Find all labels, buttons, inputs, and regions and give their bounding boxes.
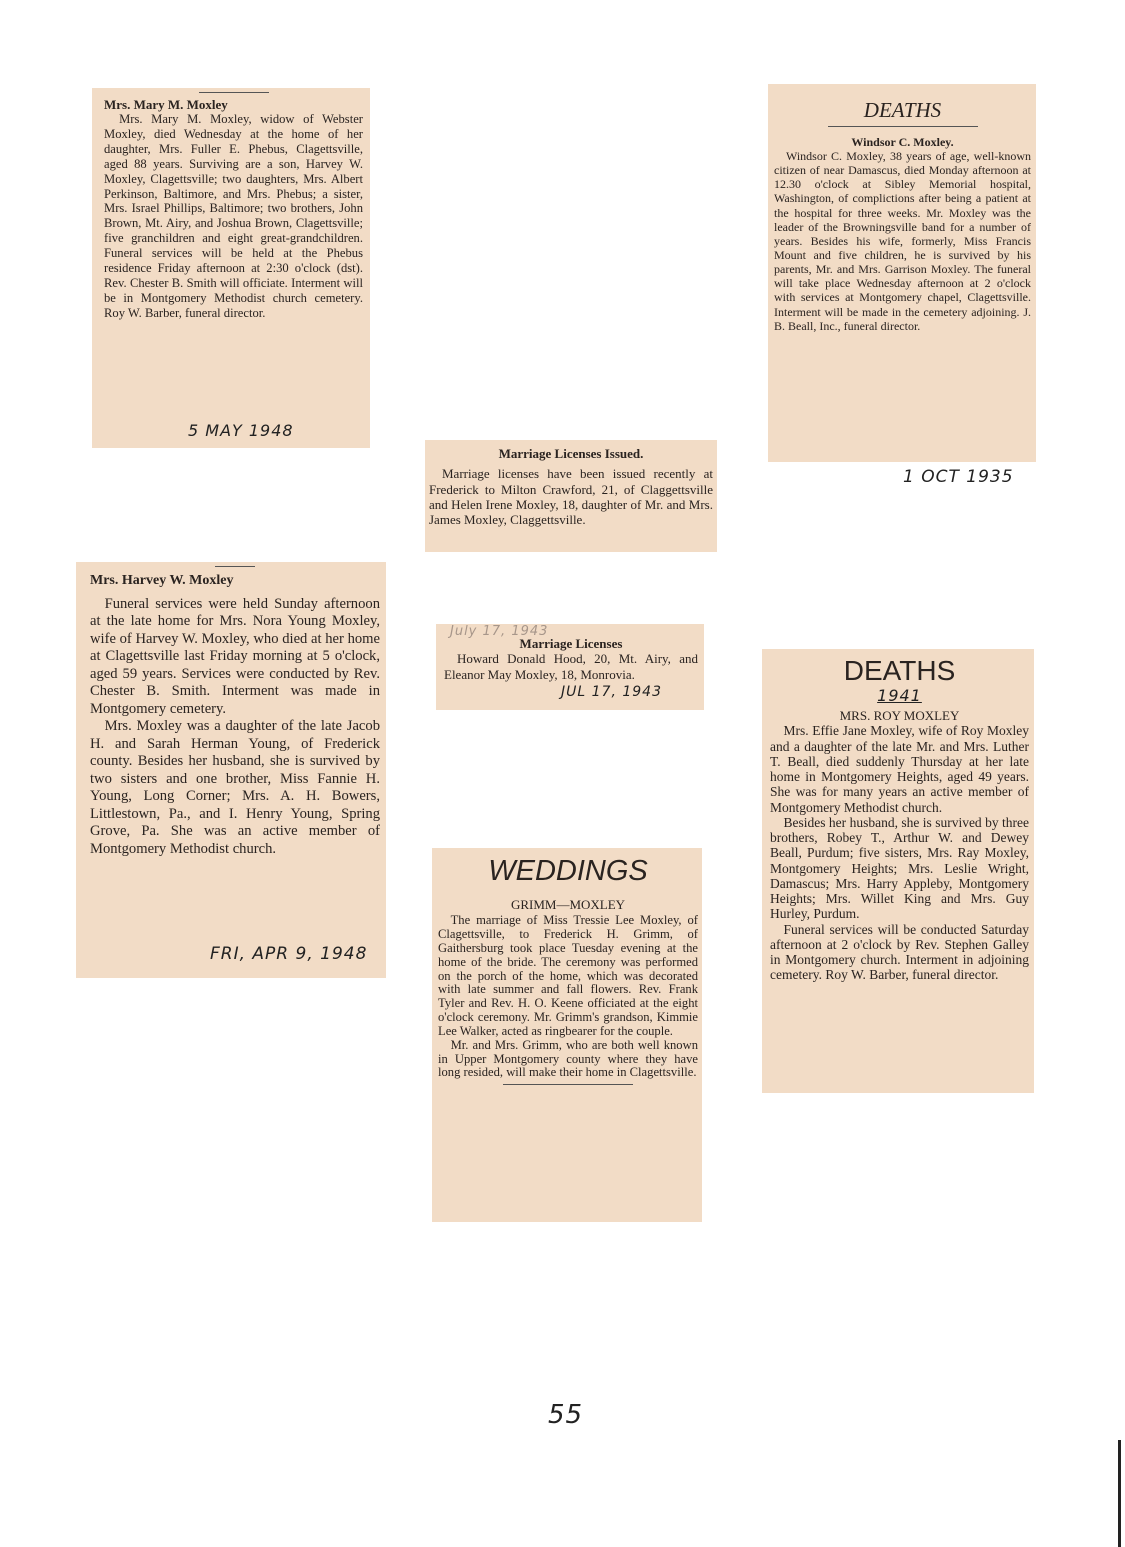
- page-number: 55: [548, 1400, 584, 1430]
- pencil-note: July 17, 1943: [450, 624, 549, 639]
- divider: [199, 92, 269, 93]
- clipping-mary-moxley: [92, 88, 370, 448]
- wedding-paragraph: The marriage of Miss Tressie Lee Moxley, of Clagettsville, to Frederick H. Grimm, of Gaithersburg took place Tuesday evening at the home of the bride. The ceremony was performed on the porch of the home, which was decorated with late summer and fall flowers. Rev. Frank Tyler and Rev. H. O. Keene officiated at the eight o'clock ceremony. Mr. Grimm's grandson, Kimmie Lee Walker, acted as ringbearer for the couple.: [438, 913, 698, 1038]
- obituary-paragraph: Funeral services will be conducted Saturday afternoon at 2 o'clock by Rev. Stephen Galley in Montgomery church. Interment in adjoining cemetery. Roy W. Barber, funeral director.: [770, 921, 1029, 983]
- binder-edge: [1118, 1440, 1121, 1547]
- section-title: WEDDINGS: [488, 855, 648, 887]
- divider: [503, 1084, 633, 1085]
- clipping-grimm-moxley-wedding: [432, 848, 702, 1222]
- divider: [215, 566, 255, 567]
- obituary-paragraph: Mrs. Effie Jane Moxley, wife of Roy Moxley and a daughter of the late Mr. and Mrs. Luther T. Beall, died suddenly Thursday at her late home in Montgomery Heights, aged 49 years. She was for many years an active member of Montgomery Methodist church.: [770, 723, 1029, 815]
- obituary-paragraph: Funeral services were held Sunday afternoon at the late home for Mrs. Nora Young Moxley, wife of Harvey W. Moxley, who died at her home at Clagettsville last Friday morning at 5 o'clock, aged 59 years. Services were conducted by Rev. Chester B. Smith. Interment was made in Montgomery cemetery.: [90, 595, 380, 717]
- handwritten-date: 5 MAY 1948: [188, 421, 294, 440]
- obituary-paragraph: Windsor C. Moxley, 38 years of age, well-known citizen of near Damascus, died Monday afternoon at 12.30 o'clock at Sibley Memorial hospital, Washington, of complictions after being a patient at the hospital for three weeks. Mr. Moxley was the leader of the Browningsville band for a number of years. Besides his wife, formerly, Miss Francis Mount and five children, he is survived by his parents, Mr. and Mrs. Garrison Moxley. The funeral will take place Wednesday afternoon at 2 o'clock with services at Montgomery chapel, Clagettsville. Interment will be made in the cemetery adjoining. J. B. Beall, Inc., funeral director.: [774, 148, 1031, 333]
- clipping-harvey-moxley: [76, 562, 386, 978]
- obituary-heading: Mrs. Harvey W. Moxley: [90, 573, 234, 588]
- divider: [828, 126, 978, 127]
- clipping-marriage-licenses-issued: [425, 440, 717, 552]
- wedding-heading: GRIMM—MOXLEY: [510, 896, 626, 912]
- handwritten-date: 1 OCT 1935: [903, 467, 1014, 487]
- notice-paragraph: Howard Donald Hood, 20, Mt. Airy, and Eleanor May Moxley, 18, Monrovia.: [444, 651, 698, 682]
- obituary-body: [770, 723, 1029, 982]
- clipping-windsor-moxley: [768, 84, 1036, 462]
- obituary-paragraph: Mrs. Mary M. Moxley, widow of Webster Moxley, died Wednesday at the home of her daughter, Mrs. Fuller E. Phebus, Clagettsville, aged 88 years. Surviving are a son, Harvey W. Moxley, Clagettsville; two daughters, Mrs. Albert Perkinson, Baltimore, and Mrs. Phebus; a sister, Mrs. Israel Phillips, Baltimore; two brothers, John Brown, Mt. Airy, and Joshua Brown, Clagettsville; five granchildren and eight great-grandchildren. Funeral services will be held at the Phebus residence Friday afternoon at 2:30 o'clock (dst). Rev. Chester B. Smith will officiate. Interment will be in Montgomery Methodist church cemetery. Roy W. Barber, funeral director.: [104, 112, 363, 320]
- obituary-paragraph: Mrs. Moxley was a daughter of the late Jacob H. and Sarah Herman Young, of Frederick county. Besides her husband, she is survived by two sisters and one brother, Miss Fannie H. Young, Long Corner; Mrs. A. H. Bowers, Littlestown, Pa., and I. Henry Young, Spring Grove, Pa. She was an active member of Montgomery Methodist church.: [90, 718, 380, 857]
- handwritten-year: 1941: [877, 685, 922, 705]
- obituary-body: [90, 596, 380, 859]
- clipping-roy-moxley: [762, 649, 1034, 1093]
- section-title: DEATHS: [863, 98, 942, 122]
- wedding-paragraph: Mr. and Mrs. Grimm, who are both well known in Upper Montgomery county where they have long resided, will make their home in Clagettsville.: [438, 1037, 698, 1080]
- notice-paragraph: Marriage licenses have been issued recently at Frederick to Milton Crawford, 21, of Claggettsville and Helen Irene Moxley, 18, daughter of Mr. and Mrs. James Moxley, Claggettsville.: [429, 466, 713, 528]
- obituary-paragraph: Besides her husband, she is survived by three brothers, Robey T., Arthur W. and Dewey Beall, Purdum; five sisters, Mrs. Ray Moxley, Montgomery Heights; Mrs. Leslie Wright, Damascus; Mrs. Harry Appleby, Montgomery Heights; Mrs. Willet King and Mrs. Guy Hurley, Purdum.: [770, 814, 1029, 922]
- handwritten-date: FRI, APR 9, 1948: [210, 944, 368, 964]
- obituary-heading: Windsor C. Moxley.: [851, 134, 954, 149]
- wedding-body: [438, 914, 698, 1080]
- notice-heading: Marriage Licenses Issued.: [498, 446, 644, 461]
- obituary-body: [774, 149, 1031, 333]
- clipping-marriage-licenses: [436, 624, 704, 710]
- handwritten-date: JUL 17, 1943: [561, 684, 662, 700]
- obituary-body: [104, 112, 363, 320]
- obituary-heading: Mrs. Mary M. Moxley: [104, 97, 228, 112]
- section-title: DEATHS: [843, 655, 956, 686]
- notice-body: [429, 466, 713, 527]
- notice-body: [444, 651, 698, 682]
- notice-heading: Marriage Licenses: [519, 636, 623, 651]
- obituary-heading: MRS. ROY MOXLEY: [839, 707, 960, 723]
